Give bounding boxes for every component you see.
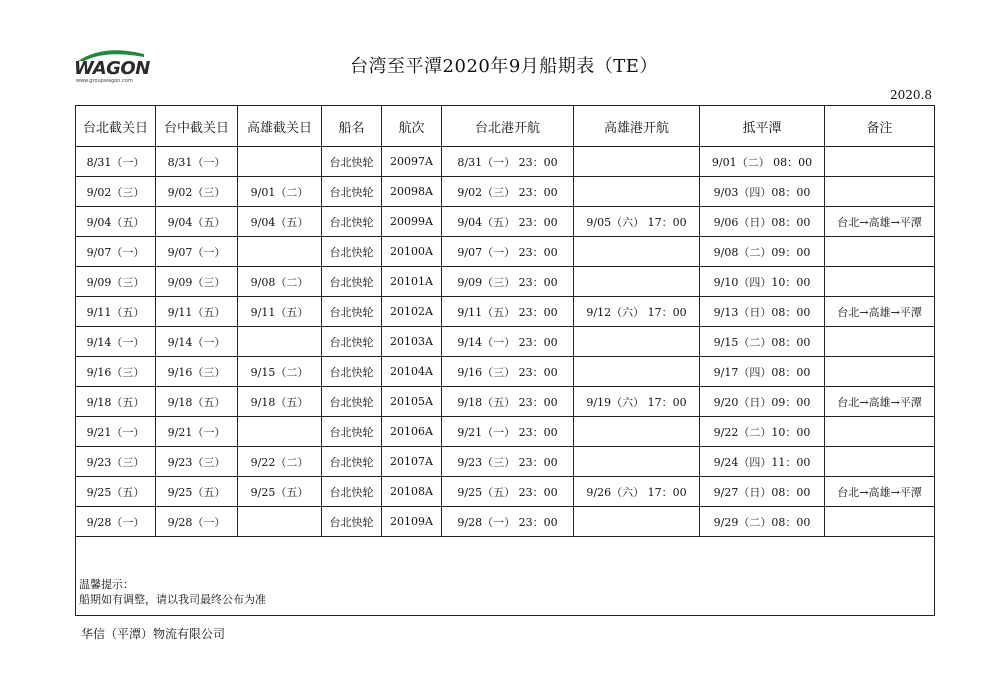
table-row xyxy=(76,417,935,447)
table-cell: 9/16（三） 23：00 xyxy=(442,357,574,387)
table-cell xyxy=(574,177,700,207)
notes-heading: 温馨提示： xyxy=(79,578,134,591)
table-row xyxy=(76,327,935,357)
table-cell xyxy=(574,237,700,267)
logo-wordmark: WAGON xyxy=(74,58,150,79)
table-cell: 9/14（一） xyxy=(76,327,156,357)
table-row xyxy=(76,507,935,537)
table-cell: 9/07（一） 23：00 xyxy=(442,237,574,267)
table-cell: 台北快轮 xyxy=(322,477,382,507)
table-cell: 台北快轮 xyxy=(322,507,382,537)
column-header: 航次 xyxy=(382,106,442,147)
column-header: 台北港开航 xyxy=(442,106,574,147)
table-cell xyxy=(574,507,700,537)
table-cell: 9/29（二）08：00 xyxy=(700,507,825,537)
table-cell: 9/20（日）09：00 xyxy=(700,387,825,417)
table-cell: 20098A xyxy=(382,177,442,207)
table-cell: 9/04（五） 23：00 xyxy=(442,207,574,237)
table-cell: 9/23（三） xyxy=(156,447,238,477)
table-cell: 9/07（一） xyxy=(76,237,156,267)
table-cell: 9/22（二）10：00 xyxy=(700,417,825,447)
table-cell: 9/28（一） xyxy=(76,507,156,537)
column-header: 台北截关日 xyxy=(76,106,156,147)
table-cell: 台北→高雄→平潭 xyxy=(825,297,935,327)
table-cell xyxy=(825,267,935,297)
table-cell: 9/10（四）10：00 xyxy=(700,267,825,297)
table-cell: 9/27（日）08：00 xyxy=(700,477,825,507)
notes-cell xyxy=(76,537,935,616)
table-cell: 8/31（一） xyxy=(76,147,156,177)
table-cell: 9/28（一） 23：00 xyxy=(442,507,574,537)
table-row xyxy=(76,207,935,237)
table-cell: 台北→高雄→平潭 xyxy=(825,477,935,507)
table-cell xyxy=(238,147,322,177)
table-header-row xyxy=(76,106,935,147)
table-cell: 台北快轮 xyxy=(322,387,382,417)
table-cell: 台北快轮 xyxy=(322,147,382,177)
table-cell: 9/14（一） xyxy=(156,327,238,357)
table-row xyxy=(76,357,935,387)
table-cell: 9/21（一） xyxy=(76,417,156,447)
table-cell: 9/18（五） xyxy=(76,387,156,417)
column-header: 高雄截关日 xyxy=(238,106,322,147)
table-cell: 台北快轮 xyxy=(322,207,382,237)
table-cell: 9/21（一） 23：00 xyxy=(442,417,574,447)
table-cell: 8/31（一） 23：00 xyxy=(442,147,574,177)
table-cell: 9/02（三） 23：00 xyxy=(442,177,574,207)
table-cell: 8/31（一） xyxy=(156,147,238,177)
table-cell: 20105A xyxy=(382,387,442,417)
table-cell: 9/28（一） xyxy=(156,507,238,537)
table-cell: 9/11（五） xyxy=(156,297,238,327)
table-cell xyxy=(825,177,935,207)
company-name-footer: 华信（平潭）物流有限公司 xyxy=(81,627,226,641)
table-cell: 9/23（三） 23：00 xyxy=(442,447,574,477)
table-cell: 20097A xyxy=(382,147,442,177)
table-cell: 9/03（四）08：00 xyxy=(700,177,825,207)
table-cell: 台北快轮 xyxy=(322,327,382,357)
table-cell: 9/02（三） xyxy=(76,177,156,207)
table-cell: 9/17（四）08：00 xyxy=(700,357,825,387)
table-cell: 20099A xyxy=(382,207,442,237)
table-cell xyxy=(574,447,700,477)
table-cell: 20100A xyxy=(382,237,442,267)
table-cell: 20107A xyxy=(382,447,442,477)
table-cell xyxy=(825,357,935,387)
table-cell: 20108A xyxy=(382,477,442,507)
table-cell xyxy=(238,237,322,267)
table-cell xyxy=(825,507,935,537)
table-cell: 9/15（二） xyxy=(238,357,322,387)
page-title: 台湾至平潭2020年9月船期表（TE） xyxy=(350,56,658,77)
table-row xyxy=(76,477,935,507)
table-cell: 9/09（三） 23：00 xyxy=(442,267,574,297)
table-row xyxy=(76,177,935,207)
column-header: 船名 xyxy=(322,106,382,147)
table-cell: 台北快轮 xyxy=(322,297,382,327)
table-cell: 9/12（六） 17：00 xyxy=(574,297,700,327)
table-cell xyxy=(825,447,935,477)
table-cell: 台北快轮 xyxy=(322,357,382,387)
column-header: 高雄港开航 xyxy=(574,106,700,147)
table-cell: 9/25（五） 23：00 xyxy=(442,477,574,507)
table-row xyxy=(76,387,935,417)
table-cell: 9/04（五） xyxy=(156,207,238,237)
table-cell: 9/04（五） xyxy=(76,207,156,237)
table-cell: 9/02（三） xyxy=(156,177,238,207)
table-cell: 9/21（一） xyxy=(156,417,238,447)
table-cell: 9/11（五） xyxy=(238,297,322,327)
table-cell: 9/19（六） 17：00 xyxy=(574,387,700,417)
notes-row xyxy=(76,537,935,616)
table-cell xyxy=(825,327,935,357)
table-row xyxy=(76,267,935,297)
table-cell: 9/04（五） xyxy=(238,207,322,237)
table-cell: 9/01（二） 08：00 xyxy=(700,147,825,177)
table-cell xyxy=(238,327,322,357)
table-cell: 9/09（三） xyxy=(76,267,156,297)
table-cell: 9/15（二）08：00 xyxy=(700,327,825,357)
table-cell: 台北快轮 xyxy=(322,417,382,447)
table-cell: 台北快轮 xyxy=(322,237,382,267)
table-cell: 9/25（五） xyxy=(76,477,156,507)
table-cell xyxy=(574,147,700,177)
table-cell: 9/24（四）11：00 xyxy=(700,447,825,477)
table-cell: 20103A xyxy=(382,327,442,357)
table-cell: 9/01（二） xyxy=(238,177,322,207)
table-cell: 9/26（六） 17：00 xyxy=(574,477,700,507)
table-cell: 9/13（日）08：00 xyxy=(700,297,825,327)
table-cell: 9/11（五） 23：00 xyxy=(442,297,574,327)
issue-date: 2020.8 xyxy=(890,88,932,102)
notes-text: 船期如有调整，请以我司最终公布为准 xyxy=(79,593,266,606)
table-cell: 20102A xyxy=(382,297,442,327)
table-cell: 9/18（五） xyxy=(238,387,322,417)
table-cell: 20104A xyxy=(382,357,442,387)
table-cell: 9/06（日）08：00 xyxy=(700,207,825,237)
table-cell: 台北→高雄→平潭 xyxy=(825,387,935,417)
table-cell: 9/08（二） xyxy=(238,267,322,297)
table-cell: 9/25（五） xyxy=(156,477,238,507)
column-header: 台中截关日 xyxy=(156,106,238,147)
table-cell xyxy=(574,417,700,447)
table-cell: 9/08（二）09：00 xyxy=(700,237,825,267)
column-header: 抵平潭 xyxy=(700,106,825,147)
table-cell: 9/16（三） xyxy=(76,357,156,387)
table-cell: 台北快轮 xyxy=(322,267,382,297)
table-cell xyxy=(238,507,322,537)
table-cell: 台北快轮 xyxy=(322,447,382,477)
table-cell xyxy=(574,357,700,387)
table-cell: 9/18（五） 23：00 xyxy=(442,387,574,417)
column-header: 备注 xyxy=(825,106,935,147)
table-row xyxy=(76,447,935,477)
table-cell xyxy=(825,237,935,267)
table-cell xyxy=(574,267,700,297)
table-cell xyxy=(825,147,935,177)
table-cell xyxy=(825,417,935,447)
table-cell: 9/05（六） 17：00 xyxy=(574,207,700,237)
table-cell xyxy=(574,327,700,357)
table-cell: 9/14（一） 23：00 xyxy=(442,327,574,357)
table-cell: 9/11（五） xyxy=(76,297,156,327)
table-cell: 9/22（二） xyxy=(238,447,322,477)
table-cell: 9/18（五） xyxy=(156,387,238,417)
table-cell: 20109A xyxy=(382,507,442,537)
table-row xyxy=(76,297,935,327)
schedule-table xyxy=(75,105,935,616)
table-cell: 台北快轮 xyxy=(322,177,382,207)
table-cell: 9/16（三） xyxy=(156,357,238,387)
table-cell: 9/25（五） xyxy=(238,477,322,507)
table-cell: 20106A xyxy=(382,417,442,447)
table-cell: 9/09（三） xyxy=(156,267,238,297)
table-cell: 9/07（一） xyxy=(156,237,238,267)
table-cell: 20101A xyxy=(382,267,442,297)
table-row xyxy=(76,237,935,267)
logo-url: www.groupwagon.com xyxy=(76,78,133,84)
table-cell xyxy=(238,417,322,447)
table-cell: 9/23（三） xyxy=(76,447,156,477)
table-cell: 台北→高雄→平潭 xyxy=(825,207,935,237)
table-row xyxy=(76,147,935,177)
